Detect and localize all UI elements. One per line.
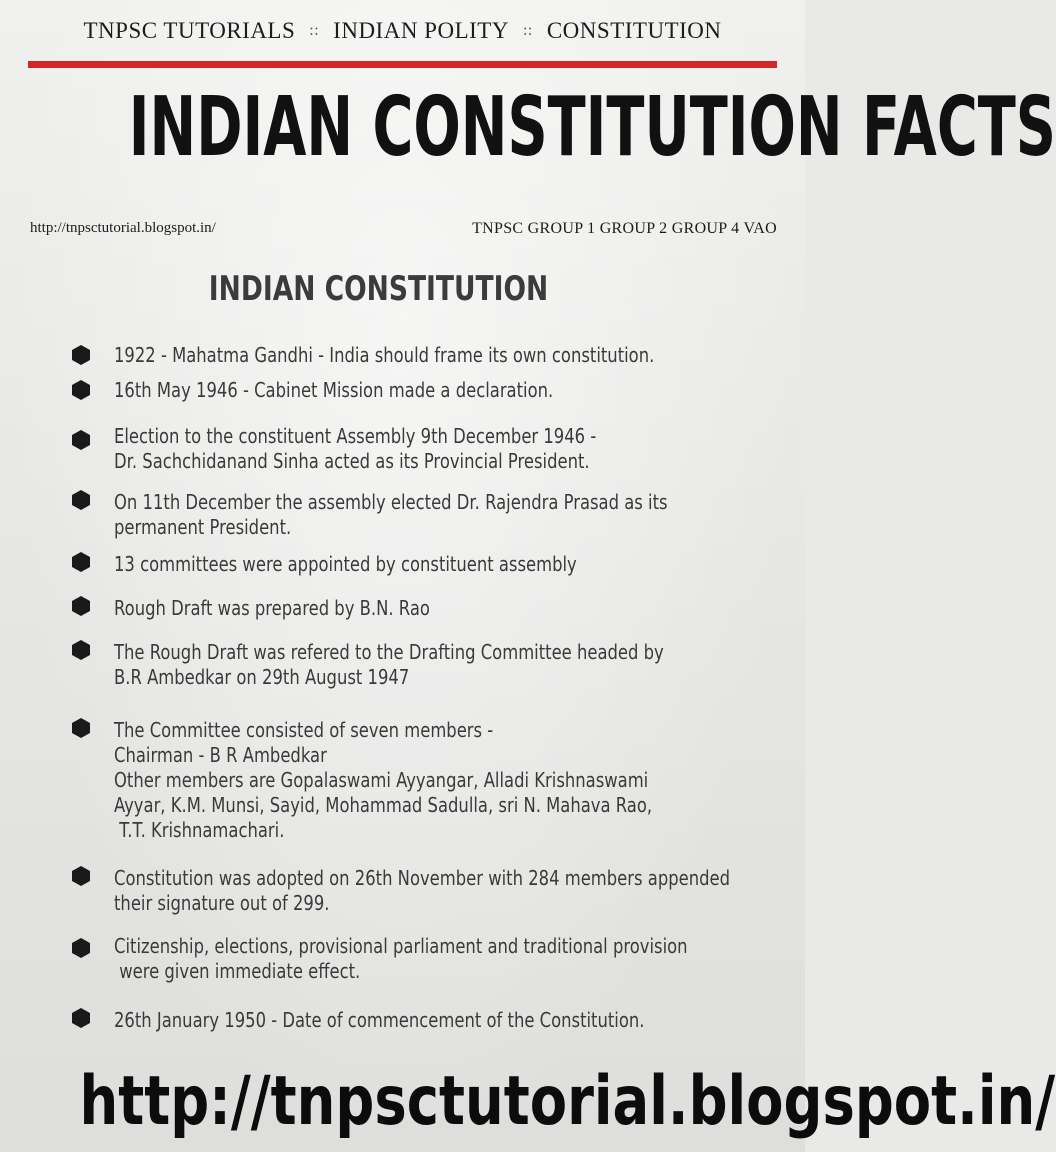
fact-text: 13 committees were appointed by constituent assembly [114,552,577,576]
section-title: INDIAN CONSTITUTION [208,269,549,309]
hexagon-bullet-icon [72,552,90,572]
exam-tags: TNPSC GROUP 1 GROUP 2 GROUP 4 VAO [472,220,777,237]
site-url-link[interactable]: http://tnpsctutorial.blogspot.in/ [30,220,216,236]
fact-text: On 11th December the assembly elected Dr. Rajendra Prasad as its permanent President. [114,490,668,539]
top-navigation [0,18,805,44]
nav-item-tnpsc-tutorials[interactable]: TNPSC TUTORIALS [83,18,296,43]
fact-text: 26th January 1950 - Date of commencement of the Constitution. [114,1008,645,1032]
fact-text: Citizenship, elections, provisional parliament and traditional provision were given immediate effect. [114,934,688,983]
hexagon-bullet-icon [72,490,90,510]
hexagon-bullet-icon [72,596,90,616]
hexagon-bullet-icon [72,380,90,400]
fact-text: The Rough Draft was refered to the Drafting Committee headed by B.R Ambedkar on 29th August 1947 [114,640,664,689]
hexagon-bullet-icon [72,1008,90,1028]
fact-text: 16th May 1946 - Cabinet Mission made a declaration. [114,378,554,402]
red-divider [28,61,777,68]
hexagon-bullet-icon [72,938,90,958]
fact-text: The Committee consisted of seven members - Chairman - B R Ambedkar Other members are Gopalaswami Ayyangar, Alladi Krishnaswami Ayyar, K.M. Munsi, Sayid, Mohammad Sadulla, sri N. Mahava Rao, T.T. Krishnamachari. [114,718,653,842]
hexagon-bullet-icon [72,718,90,738]
nav-separator: :: [309,22,320,39]
fact-text: Election to the constituent Assembly 9th December 1946 - Dr. Sachchidanand Sinha acted as its Provincial President. [114,424,597,473]
hexagon-bullet-icon [72,866,90,886]
hexagon-bullet-icon [72,345,90,365]
nav-item-constitution[interactable]: CONSTITUTION [546,18,722,43]
fact-text: Constitution was adopted on 26th November with 284 members appended their signature out of 299. [114,866,731,915]
nav-item-indian-polity[interactable]: INDIAN POLITY [333,18,509,43]
fact-text: Rough Draft was prepared by B.N. Rao [114,596,430,620]
page-title: INDIAN CONSTITUTION FACTS [128,80,1056,175]
nav-separator: :: [522,22,533,39]
hexagon-bullet-icon [72,640,90,660]
hexagon-bullet-icon [72,430,90,450]
fact-text: 1922 - Mahatma Gandhi - India should frame its own constitution. [114,343,655,367]
footer-url-link[interactable]: http://tnpsctutorial.blogspot.in/ [79,1062,1056,1141]
